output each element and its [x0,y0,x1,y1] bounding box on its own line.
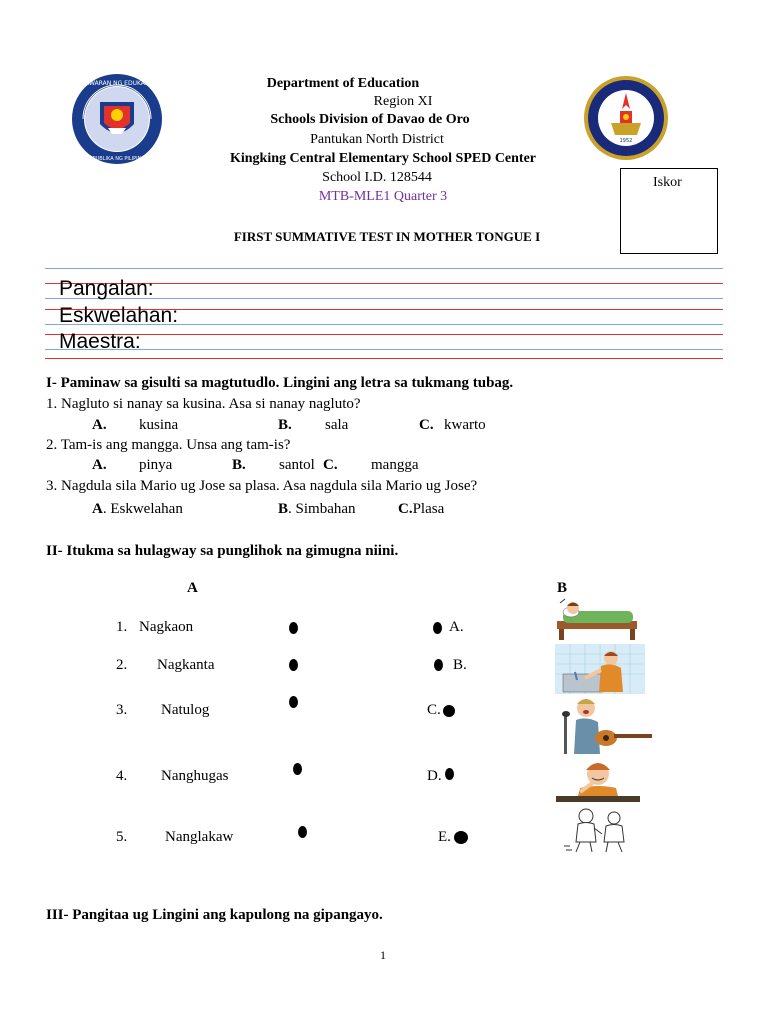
match-dot-right[interactable] [433,622,442,634]
q3-option-a-letter: A [92,501,103,517]
score-label: Iskor [653,175,682,190]
school-input[interactable] [200,306,720,328]
match-letter: A. [449,619,464,635]
q3-option-c[interactable] [398,501,444,518]
q3-option-a-text: . Eskwelahan [102,501,183,517]
q3-option-b-letter: B [278,501,289,517]
school-name: Kingking Central Elementary School SPED Center [229,151,537,166]
svg-text:KAGAWARAN NG EDUKASYON: KAGAWARAN NG EDUKASYON [72,80,162,87]
match-dot-right[interactable] [445,768,454,780]
question-3: 3. Nagdula sila Mario ug Jose sa plasa. Asa nagdula sila Mario ug Jose? [46,478,478,494]
q1-option-b-text[interactable]: sala [325,417,349,433]
match-dot-left[interactable] [293,763,302,775]
q3-option-a[interactable] [92,501,183,518]
eating-picture [556,758,640,804]
name-input[interactable] [170,280,720,302]
match-item-number: 4. [116,768,128,784]
section3-title: III- Pangitaa ug Lingini ang kapulong na gipangayo. [46,907,383,923]
match-item-number: 2. [116,657,128,673]
match-item-word: Nagkaon [139,619,194,635]
match-item-word: Nagkanta [157,657,215,673]
svg-text:REPUBLIKA NG PILIPINAS: REPUBLIKA NG PILIPINAS [86,156,148,162]
match-dot-right[interactable] [443,705,455,717]
q2-option-a-text[interactable]: pinya [139,457,173,473]
q3-option-b-text: . Simbahan [288,501,356,517]
match-item-word: Nanglakaw [165,829,234,845]
division-name: Schools Division of Davao de Oro [270,112,470,127]
page-number: 1 [380,948,386,962]
district-name: Pantukan North District [310,132,444,147]
writing-line [45,268,723,269]
region-name: Region XI [373,94,433,109]
q2-option-b-text[interactable]: santol [279,457,315,473]
teacher-field-label: Maestra: [59,330,141,353]
q1-option-a-letter[interactable]: A. [92,417,107,433]
match-dot-right[interactable] [434,659,443,671]
match-dot-left[interactable] [289,696,298,708]
svg-text:1952: 1952 [619,138,633,144]
match-item-number: 5. [116,829,128,845]
writing-line [45,358,723,359]
match-item-number: 3. [116,702,128,718]
match-letter: D. [427,768,442,784]
match-dot-left[interactable] [289,659,298,671]
match-item-number: 1. [116,619,128,635]
match-letter: C. [427,702,441,718]
q1-option-a-text[interactable]: kusina [139,417,179,433]
match-letter: E. [438,829,451,845]
question-2: 2. Tam-is ang mangga. Unsa ang tam-is? [46,437,291,453]
match-item-word: Natulog [161,702,210,718]
name-field-label: Pangalan: [59,277,154,300]
singing-guitar-picture [560,696,658,756]
test-title: FIRST SUMMATIVE TEST IN MOTHER TONGUE I [233,229,541,244]
q1-option-c-letter[interactable]: C. [419,417,434,433]
q2-option-b-letter[interactable]: B. [232,457,246,473]
match-dot-left[interactable] [289,622,298,634]
q3-option-c-letter: C. [398,501,413,517]
match-letter: B. [453,657,467,673]
q2-option-a-letter[interactable]: A. [92,457,107,473]
q3-option-c-text: Plasa [412,501,445,517]
match-item-word: Nanghugas [161,768,229,784]
school-id: School I.D. 128544 [322,170,432,185]
q1-option-c-text[interactable]: kwarto [444,417,486,433]
school-field-label: Eskwelahan: [59,304,179,327]
match-dot-right[interactable] [454,831,468,844]
subject-quarter: MTB-MLE1 Quarter 3 [318,189,448,204]
question-1: 1. Nagluto si nanay sa kusina. Asa si nanay nagluto? [46,396,361,412]
deped-seal-logo [70,72,164,166]
sleeping-picture [555,597,639,641]
section1-title: I- Paminaw sa gisulti sa magtutudlo. Lingini ang letra sa tukmang tubag. [46,375,514,391]
q2-option-c-text[interactable]: mangga [371,457,419,473]
q2-option-c-letter[interactable]: C. [323,457,338,473]
section2-title: II- Itukma sa hulagway sa punglihok na gimugna niini. [46,543,399,559]
column-b-header: B [557,580,568,596]
column-a-header: A [187,580,198,596]
match-dot-left[interactable] [298,826,307,838]
score-box[interactable] [620,168,718,254]
school-logo [583,75,669,161]
q3-option-b[interactable] [278,501,356,518]
teacher-input[interactable] [160,332,720,354]
walking-picture [556,806,640,854]
washing-picture [555,644,645,694]
q1-option-b-letter[interactable]: B. [278,417,292,433]
department-name: Department of Education [266,76,420,91]
